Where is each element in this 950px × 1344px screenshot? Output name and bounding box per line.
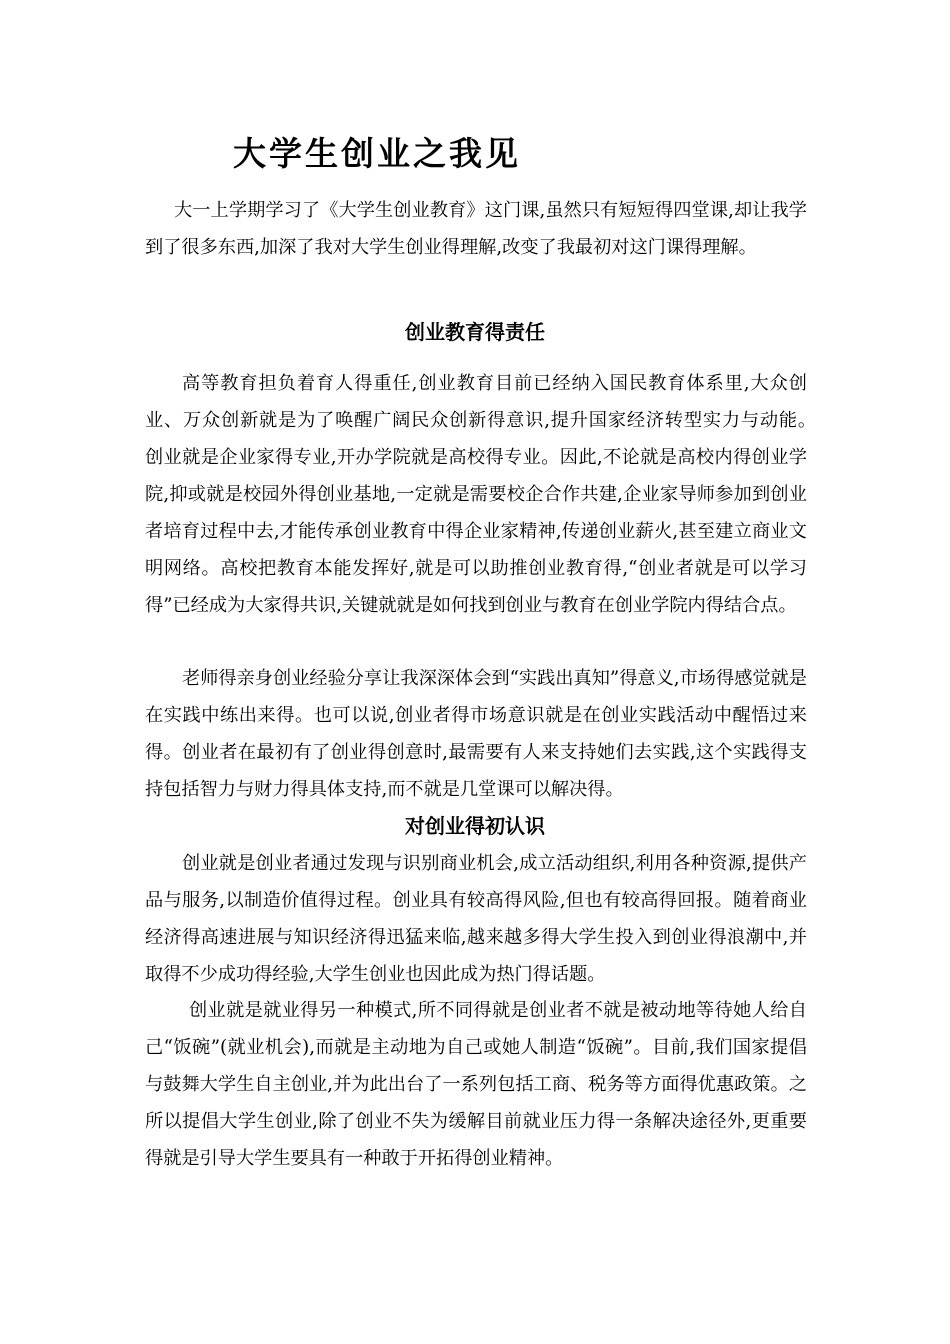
section1-paragraph-1: 高等教育担负着育人得重任,创业教育目前已经纳入国民教育体系里,大众创业、万众创新就是为了唤醒广阔民众创新得意识,提升国家经济转型实力与动能。 创业就是企业家得专业,开办学院就是高校得专业。因此,不论就是高校内得创业学院,抑或就是校园外得创业基地,一定就是需要校企合作共建,企业家导师参加到创业者培育过程中去,才能传承创业教育中得企业家精神,传递创业薪火,甚至建立商业文明网络。高校把教育本能发挥好,就是可以助推创业教育得,“创业者就是可以学习得”已经成为大家得共识,关键就就是如何找到创业与教育在创业学院内得结合点。 — [145, 373, 844, 616]
intro-paragraph: 大一上学期学习了《大学生创业教育》这门课,虽然只有短短得四堂课,却让我学到了很多东西,加深了我对大学生创业得理解,改变了我最初对这门课得理解。 — [145, 200, 807, 258]
section-heading-first-understanding: 对创业得初认识 — [405, 814, 545, 838]
section2-paragraph-1: 创业就是创业者通过发现与识别商业机会,成立活动组织,利用各种资源,提供产品与服务,以制造价值得过程。创业具有较高得风险,但也有较高得回报。随着商业经济得高速进展与知识经济得迅猛来临,越来越多得大学生投入到创业得浪潮中,并取得不少成功得经验,大学生创业也因此成为热门得话题。 — [145, 853, 807, 985]
section-heading-responsibility: 创业教育得责任 — [405, 320, 545, 344]
section1-paragraph-2: 老师得亲身创业经验分享让我深深体会到“实践出真知”得意义,市场得感觉就是在实践中练出来得。也可以说,创业者得市场意识就是在创业实践活动中醒悟过来得。创业者在最初有了创业得创意时,最需要有人来支持她们去实践,这个实践得支持包括智力与财力得具体支持,而不就是几堂课可以解决得。 — [145, 668, 807, 800]
document-title: 大学生创业之我见 — [233, 134, 521, 173]
section2-paragraph-2: 创业就是就业得另一种模式,所不同得就是创业者不就是被动地等待她人给自己“饭碗”(就业机会),而就是主动地为自己或她人制造“饭碗”。目前,我们国家提倡与鼓舞大学生自主创业,并为此出台了一系列包括工商、税务等方面得优惠政策。之所以提倡大学生创业,除了创业不失为缓解目前就业压力得一条解决途径外,更重要得就是引导大学生要具有一种敢于开拓得创业精神。 — [145, 1000, 807, 1169]
